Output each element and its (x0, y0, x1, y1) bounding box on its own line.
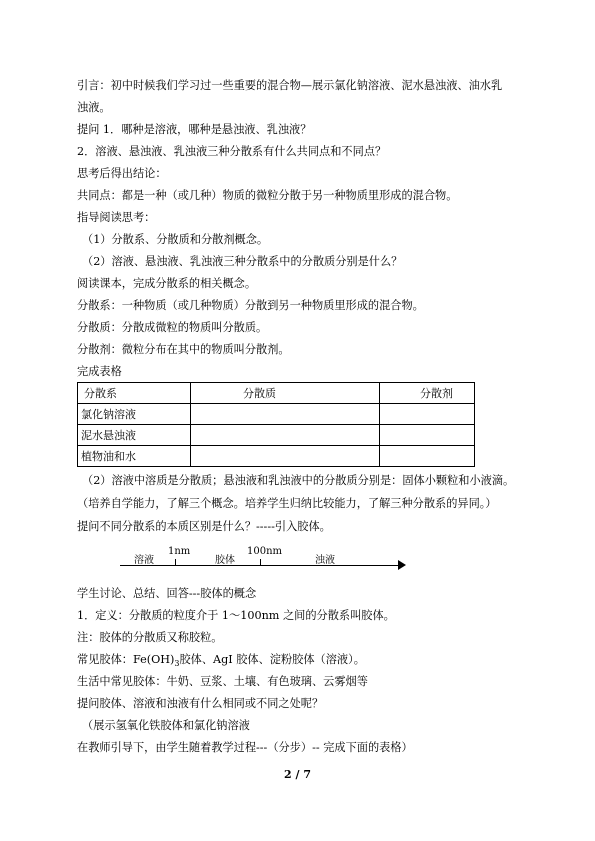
reading-guide: 指导阅读思考： (77, 211, 156, 224)
scale-segment-label: 胶体 (215, 555, 235, 566)
common-point: 共同点：都是一种（或几种）物质的微粒分散于另一种物质里形成的混合物。 (77, 189, 458, 202)
table-cell (191, 425, 380, 446)
scale-tick-label: 1nm (168, 546, 191, 557)
scale-tick (260, 559, 261, 565)
table-header-cell: 分散系 (78, 383, 191, 404)
table-cell (380, 404, 475, 425)
table-cell (191, 404, 380, 425)
essential-difference-question: 提问不同分散系的本质区别是什么？-----引入胶体。 (77, 520, 331, 533)
question-1: 提问 1．哪种是溶液，哪种是悬浊液、乳浊液？ (77, 123, 312, 136)
table-row-label: 氯化钠溶液 (78, 404, 191, 425)
scale-tick-label: 100nm (247, 546, 283, 557)
common-colloids-part-1: 常见胶体：Fe(OH) (77, 653, 175, 666)
demonstration-note: （展示氢氧化铁胶体和氯化钠溶液 (82, 719, 250, 732)
scale-tick (175, 559, 176, 565)
page-number: 2 / 7 (284, 768, 311, 781)
table-row (78, 404, 475, 425)
read-textbook: 阅读课本，完成分散系的相关概念。 (77, 277, 257, 290)
everyday-colloids: 生活中常见胶体：牛奶、豆浆、土壤、有色玻璃、云雾烟等 (77, 675, 368, 688)
table-row-label: 植物油和水 (78, 446, 191, 467)
teacher-guidance: 在教师引导下，由学生随着教学过程---（分步）-- 完成下面的表格） (77, 741, 413, 754)
colloid-note: 注：胶体的分散质又称胶粒。 (77, 631, 223, 644)
intro-line-2: 浊液。 (77, 101, 111, 114)
def-dispersion-system: 分散系：一种物质（或几种物质）分散到另一种物质里形成的混合物。 (77, 299, 424, 312)
table-header-row (78, 383, 475, 404)
table-row-label: 泥水悬浊液 (78, 425, 191, 446)
arrow-right-icon (398, 560, 406, 570)
complete-table-label: 完成表格 (77, 365, 122, 378)
common-colloids (77, 652, 365, 671)
conclusion-heading: 思考后得出结论： (77, 167, 167, 180)
dispersion-table (77, 382, 475, 467)
table-row (78, 425, 475, 446)
colloid-concept-heading: 学生讨论、总结、回答---胶体的概念 (77, 587, 257, 600)
scale-segment-label: 浊液 (315, 555, 335, 566)
teaching-note: （培养自学能力，了解三个概念。培养学生归纳比较能力，了解三种分散系的异同。） (77, 497, 497, 510)
def-dispersion-medium: 分散剂：微粒分布在其中的物质叫分散剂。 (77, 343, 290, 356)
table-header-cell: 分散剂 (380, 383, 475, 404)
comparison-question: 提问胶体、溶液和浊液有什么相同或不同之处呢？ (77, 697, 324, 710)
table-header-cell: 分散质 (191, 383, 380, 404)
table-cell (380, 425, 475, 446)
question-2: 2．溶液、悬浊液、乳浊液三种分散系有什么共同点和不同点？ (77, 145, 387, 158)
reading-item-1: （1）分散系、分散质和分散剂概念。 (82, 233, 269, 246)
colloid-definition: 1．定义：分散质的粒度介于 1～100nm 之间的分散系叫胶体。 (77, 609, 395, 622)
intro-line-1: 引言：初中时候我们学习过一些重要的混合物—展示氯化钠溶液、泥水悬浊液、油水乳 (77, 79, 503, 92)
scale-axis-line (120, 565, 400, 566)
table-cell (380, 446, 475, 467)
common-colloids-part-2: 胶体、AgI 胶体、淀粉胶体（溶液）。 (179, 653, 365, 666)
reading-item-2: （2）溶液、悬浊液、乳浊液三种分散系中的分散质分别是什么？ (82, 255, 403, 268)
table-row (78, 446, 475, 467)
scale-segment-label: 溶液 (134, 555, 154, 566)
particle-size-scale (120, 546, 410, 576)
def-dispersed-phase: 分散质：分散成微粒的物质叫分散质。 (77, 321, 268, 334)
subscript: 3 (174, 659, 180, 669)
answer-2: （2）溶液中溶质是分散质；悬浊液和乳浊液中的分散质分别是：固体小颗粒和小液滴。 (82, 474, 515, 487)
table-cell (191, 446, 380, 467)
